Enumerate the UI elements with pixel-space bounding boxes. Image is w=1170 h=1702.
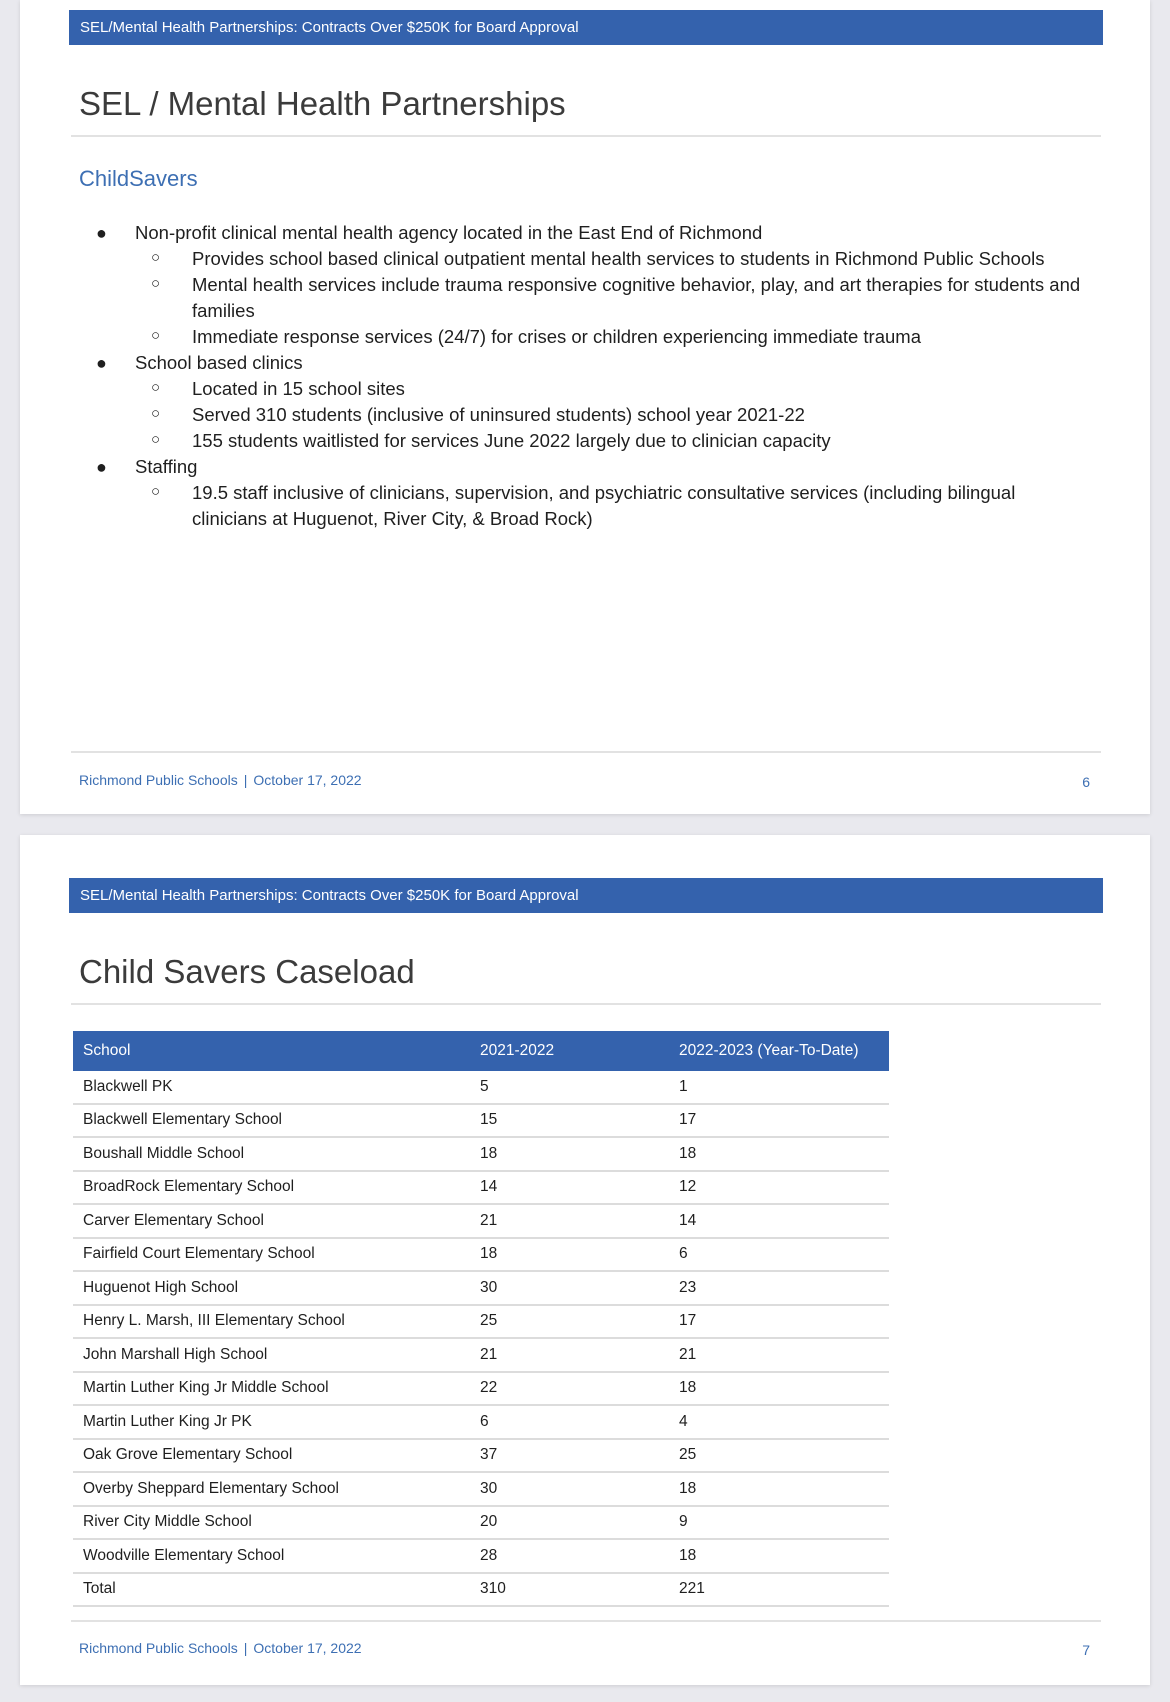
- cell-school: BroadRock Elementary School: [73, 1171, 470, 1205]
- cell-2021-2022: 30: [470, 1271, 669, 1305]
- cell-school: Huguenot High School: [73, 1271, 470, 1305]
- table-body: [73, 1071, 889, 1606]
- table-row: [73, 1204, 889, 1238]
- footer-source: [79, 1640, 362, 1656]
- table-row: [73, 1137, 889, 1171]
- cell-school: Fairfield Court Elementary School: [73, 1238, 470, 1272]
- table-row: [73, 1271, 889, 1305]
- slide-banner: SEL/Mental Health Partnerships: Contracts Over $250K for Board Approval: [69, 10, 1103, 45]
- cell-school: Total: [73, 1573, 470, 1607]
- cell-2022-2023: 4: [669, 1405, 889, 1439]
- title-divider: [71, 1003, 1101, 1005]
- bullet-circle-icon: ○: [151, 405, 161, 422]
- section-subtitle: ChildSavers: [79, 166, 198, 191]
- column-header-2022-2023: 2022-2023 (Year-To-Date): [669, 1031, 889, 1071]
- cell-2021-2022: 18: [470, 1137, 669, 1171]
- footer-source: [79, 772, 362, 788]
- slide-6: SEL/Mental Health Partnerships: Contracts Over $250K for Board Approval SEL / Mental Health Partnerships ChildSavers ● Non-profit clinical mental health agency located in the East End of Richmond ○ Provides school based clinical outpatient mental health services to students in Richmond Public Schools ○ Mental health services include trauma responsive cognitive behavior, play, and art therapies for students and families ○ Immediate response services (24/7) for crises or children experiencing immediate trauma ● School based clinics ○ Located in 15 school sites ○ Served 310 students (inclusive of uninsured students) school year 2021-22 ○ 155 students waitlisted for services June 2022 largely due to clinician capacity ● Staffing ○ 19.5 staff inclusive of clinicians, supervision, and psychiatric consultative services (including bilingual clinicians at Huguenot, River City, & Broad Rock) Richmond Public Schools | October 17, 2022 6: [20, 0, 1150, 814]
- cell-school: Woodville Elementary School: [73, 1539, 470, 1573]
- cell-2022-2023: 14: [669, 1204, 889, 1238]
- slide-title: SEL / Mental Health Partnerships: [79, 85, 566, 122]
- table-row: [73, 1539, 889, 1573]
- cell-2022-2023: 23: [669, 1271, 889, 1305]
- footer-org: Richmond Public Schools: [79, 772, 238, 788]
- cell-2022-2023: 25: [669, 1439, 889, 1473]
- cell-2022-2023: 18: [669, 1372, 889, 1406]
- column-header-school: School: [73, 1031, 470, 1071]
- cell-2021-2022: 18: [470, 1238, 669, 1272]
- footer-org: Richmond Public Schools: [79, 1640, 238, 1656]
- table-row: [73, 1506, 889, 1540]
- footer-date: October 17, 2022: [253, 772, 362, 788]
- footer-separator: |: [243, 1640, 248, 1656]
- cell-school: Martin Luther King Jr PK: [73, 1405, 470, 1439]
- cell-2021-2022: 30: [470, 1472, 669, 1506]
- table-row: [73, 1104, 889, 1138]
- table-row: [73, 1405, 889, 1439]
- bullet-circle-icon: ○: [151, 249, 161, 266]
- cell-2022-2023: 221: [669, 1573, 889, 1607]
- cell-2021-2022: 37: [470, 1439, 669, 1473]
- table-row: [73, 1338, 889, 1372]
- cell-school: Carver Elementary School: [73, 1204, 470, 1238]
- page-number: 6: [1082, 774, 1090, 790]
- bullet-circle-icon: ○: [151, 483, 161, 500]
- table-row: [73, 1472, 889, 1506]
- cell-school: Oak Grove Elementary School: [73, 1439, 470, 1473]
- cell-2021-2022: 5: [470, 1071, 669, 1104]
- cell-2022-2023: 18: [669, 1539, 889, 1573]
- bullet-dot-icon: ●: [96, 223, 107, 243]
- table-row: [73, 1305, 889, 1339]
- cell-school: John Marshall High School: [73, 1338, 470, 1372]
- cell-2021-2022: 14: [470, 1171, 669, 1205]
- cell-2022-2023: 1: [669, 1071, 889, 1104]
- cell-2022-2023: 6: [669, 1238, 889, 1272]
- footer-divider: [71, 751, 1101, 753]
- cell-2021-2022: 28: [470, 1539, 669, 1573]
- cell-school: Henry L. Marsh, III Elementary School: [73, 1305, 470, 1339]
- cell-school: Martin Luther King Jr Middle School: [73, 1372, 470, 1406]
- bullet-circle-icon: ○: [151, 431, 161, 448]
- table-row: [73, 1372, 889, 1406]
- cell-2021-2022: 6: [470, 1405, 669, 1439]
- cell-2022-2023: 12: [669, 1171, 889, 1205]
- footer-date: October 17, 2022: [253, 1640, 362, 1656]
- cell-2021-2022: 21: [470, 1338, 669, 1372]
- footer-divider: [71, 1620, 1101, 1622]
- column-header-2021-2022: 2021-2022: [470, 1031, 669, 1071]
- cell-2022-2023: 21: [669, 1338, 889, 1372]
- cell-2021-2022: 310: [470, 1573, 669, 1607]
- table-row: [73, 1439, 889, 1473]
- bullet-circle-icon: ○: [151, 379, 161, 396]
- cell-2022-2023: 17: [669, 1104, 889, 1138]
- cell-2022-2023: 9: [669, 1506, 889, 1540]
- cell-school: Blackwell PK: [73, 1071, 470, 1104]
- cell-2022-2023: 17: [669, 1305, 889, 1339]
- caseload-table: [73, 1031, 889, 1607]
- cell-2021-2022: 15: [470, 1104, 669, 1138]
- bullet-circle-icon: ○: [151, 275, 161, 292]
- footer-separator: |: [243, 772, 248, 788]
- bullet-circle-icon: ○: [151, 327, 161, 344]
- table-row: [73, 1171, 889, 1205]
- cell-school: Boushall Middle School: [73, 1137, 470, 1171]
- title-divider: [71, 135, 1101, 137]
- table-header-row: [73, 1031, 889, 1071]
- bullet-dot-icon: ●: [96, 457, 107, 477]
- table-row: [73, 1071, 889, 1104]
- table-row: [73, 1573, 889, 1607]
- slide-7: [20, 835, 1150, 1685]
- cell-2022-2023: 18: [669, 1137, 889, 1171]
- cell-school: Blackwell Elementary School: [73, 1104, 470, 1138]
- page-number: 7: [1082, 1642, 1090, 1658]
- bullet-dot-icon: ●: [96, 353, 107, 373]
- cell-2022-2023: 18: [669, 1472, 889, 1506]
- slide-banner: SEL/Mental Health Partnerships: Contracts Over $250K for Board Approval: [69, 878, 1103, 913]
- slide-title: Child Savers Caseload: [79, 953, 415, 990]
- cell-2021-2022: 20: [470, 1506, 669, 1540]
- cell-2021-2022: 22: [470, 1372, 669, 1406]
- table-row: [73, 1238, 889, 1272]
- cell-2021-2022: 21: [470, 1204, 669, 1238]
- cell-2021-2022: 25: [470, 1305, 669, 1339]
- cell-school: Overby Sheppard Elementary School: [73, 1472, 470, 1506]
- cell-school: River City Middle School: [73, 1506, 470, 1540]
